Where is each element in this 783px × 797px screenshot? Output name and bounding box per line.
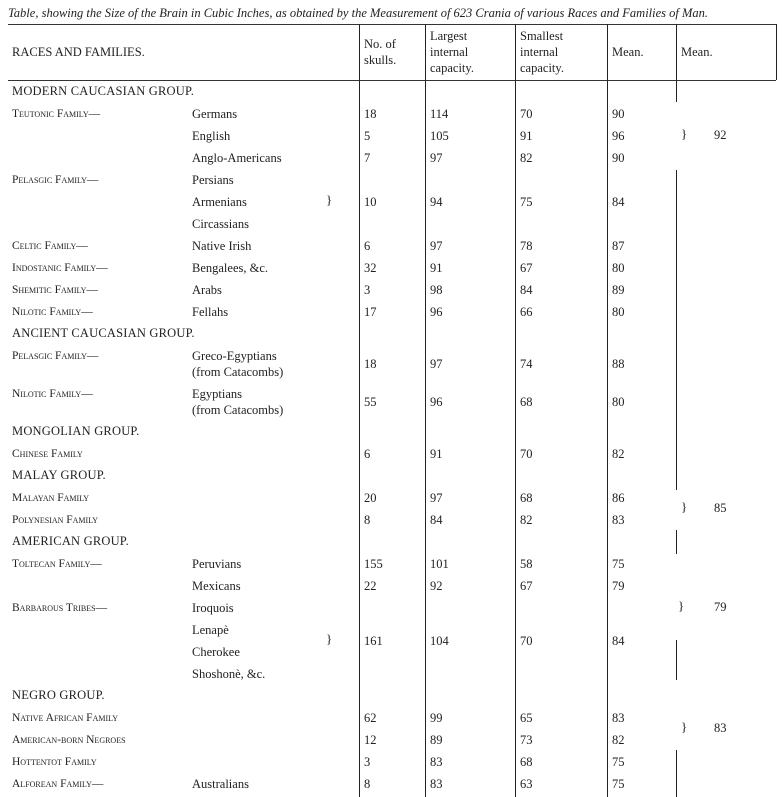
race-name: Persians: [192, 173, 234, 187]
largest-capacity: 105: [430, 129, 449, 143]
smallest-capacity: 68: [520, 395, 533, 409]
smallest-capacity: 74: [520, 357, 533, 371]
largest-capacity: 96: [430, 395, 443, 409]
brace-negro-mean: }: [681, 719, 688, 734]
largest-capacity: 97: [430, 239, 443, 253]
group-mean-rule: [676, 170, 677, 490]
largest-capacity: 84: [430, 513, 443, 527]
mean-capacity: 87: [612, 239, 625, 253]
header-group-mean: Mean.: [681, 45, 713, 59]
skulls-count: 6: [364, 239, 371, 253]
smallest-capacity: 75: [520, 195, 533, 209]
race-name: Arabs: [192, 283, 222, 297]
smallest-capacity: 70: [520, 634, 533, 648]
largest-capacity: 99: [430, 711, 443, 725]
mean-capacity: 80: [612, 305, 625, 319]
skulls-count: 8: [364, 777, 371, 791]
mean-column-rule: [607, 24, 608, 797]
race-name: Peruvians: [192, 557, 242, 571]
mean-capacity: 82: [612, 733, 625, 747]
largest-capacity: 98: [430, 283, 443, 297]
race-name: Germans: [192, 107, 238, 121]
skulls-count: 32: [364, 261, 377, 275]
family-polynesian: Polynesian Family: [12, 514, 99, 526]
smallest-capacity: 58: [520, 557, 533, 571]
skulls-count: 17: [364, 305, 377, 319]
family-alforean: Alforean Family—: [12, 778, 104, 790]
mean-capacity: 86: [612, 491, 625, 505]
race-note: (from Catacombs): [192, 365, 284, 379]
race-name: Cherokee: [192, 645, 240, 659]
smallest-capacity: 66: [520, 305, 533, 319]
group-mean-rule: [676, 24, 677, 102]
skulls-count: 18: [364, 357, 377, 371]
family-nilotic: Nilotic Family—: [12, 306, 93, 318]
group-mean-negro: 83: [714, 721, 727, 735]
family-american-born: American-born Negroes: [12, 734, 126, 746]
smallest-capacity: 78: [520, 239, 533, 253]
mean-capacity: 84: [612, 195, 625, 209]
group-american: AMERICAN GROUP.: [12, 534, 129, 548]
family-indostanic: Indostanic Family—: [12, 262, 108, 274]
group-mean-rule: [676, 530, 677, 554]
group-ancient-caucasian: ANCIENT CAUCASIAN GROUP.: [12, 326, 195, 340]
header-rule: [8, 80, 776, 81]
smallest-capacity: 63: [520, 777, 533, 791]
race-name: Native Irish: [192, 239, 252, 253]
mean-capacity: 83: [612, 513, 625, 527]
race-name: Armenians: [192, 195, 247, 209]
race-name: Australians: [192, 777, 249, 791]
skulls-count: 161: [364, 634, 383, 648]
skulls-count: 155: [364, 557, 383, 571]
race-note: (from Catacombs): [192, 403, 284, 417]
family-teutonic: Teutonic Family—: [12, 108, 101, 120]
mean-capacity: 83: [612, 711, 625, 725]
race-name: Mexicans: [192, 579, 241, 593]
mean-capacity: 79: [612, 579, 625, 593]
header-races: RACES AND FAMILIES.: [12, 45, 145, 59]
smallest-capacity: 68: [520, 491, 533, 505]
race-name: Lenapè: [192, 623, 229, 637]
smallest-capacity: 68: [520, 755, 533, 769]
skulls-count: 62: [364, 711, 377, 725]
family-pelasgic-ancient: Pelasgic Family—: [12, 350, 99, 362]
smallest-capacity: 70: [520, 447, 533, 461]
mean-capacity: 75: [612, 755, 625, 769]
smallest-capacity: 73: [520, 733, 533, 747]
race-name: Shoshonè, &c.: [192, 667, 266, 681]
group-negro: NEGRO GROUP.: [12, 688, 105, 702]
largest-capacity: 101: [430, 557, 449, 571]
smallest-capacity: 67: [520, 261, 533, 275]
brace-teutonic-mean: }: [681, 126, 688, 141]
skulls-count: 6: [364, 447, 371, 461]
header-largest: Largest internal capacity.: [430, 29, 474, 75]
family-toltecan: Toltecan Family—: [12, 558, 102, 570]
group-mean-american: 79: [714, 600, 727, 614]
header-skulls: No. of skulls.: [364, 37, 397, 67]
largest-capacity: 89: [430, 733, 443, 747]
top-rule: [8, 24, 776, 25]
smallest-capacity: 67: [520, 579, 533, 593]
mean-capacity: 80: [612, 395, 625, 409]
family-barbarous: Barbarous Tribes—: [12, 602, 108, 614]
group-mongolian: MONGOLIAN GROUP.: [12, 424, 140, 438]
family-hottentot: Hottentot Family: [12, 756, 97, 768]
family-native-african: Native African Family: [12, 712, 118, 724]
brace-malay-mean: }: [681, 499, 688, 514]
mean-capacity: 84: [612, 634, 625, 648]
family-celtic: Celtic Family—: [12, 240, 88, 252]
race-name: Bengalees, &c.: [192, 261, 269, 275]
race-name: Iroquois: [192, 601, 234, 615]
family-pelasgic: Pelasgic Family—: [12, 174, 99, 186]
skulls-count: 20: [364, 491, 377, 505]
skulls-count: 7: [364, 151, 371, 165]
skulls-count: 5: [364, 129, 371, 143]
group-mean-malay: 85: [714, 501, 727, 515]
race-name: Greco-Egyptians: [192, 349, 277, 363]
smallest-capacity: 82: [520, 151, 533, 165]
smallest-column-rule: [515, 24, 516, 797]
family-chinese: Chinese Family: [12, 448, 83, 460]
largest-capacity: 92: [430, 579, 443, 593]
group-modern-caucasian: MODERN CAUCASIAN GROUP.: [12, 84, 195, 98]
race-name: Circassians: [192, 217, 249, 231]
largest-capacity: 97: [430, 357, 443, 371]
family-malayan: Malayan Family: [12, 492, 90, 504]
largest-capacity: 97: [430, 491, 443, 505]
mean-capacity: 80: [612, 261, 625, 275]
mean-capacity: 90: [612, 151, 625, 165]
header-mean: Mean.: [612, 45, 644, 59]
mean-capacity: 90: [612, 107, 625, 121]
smallest-capacity: 91: [520, 129, 533, 143]
skulls-count: 3: [364, 283, 371, 297]
skulls-column-rule: [359, 24, 360, 797]
largest-capacity: 83: [430, 755, 443, 769]
table-caption: Table, showing the Size of the Brain in Cubic Inches, as obtained by the Measurement of 623 Crania of various Races and Families of Man.: [8, 6, 709, 20]
largest-capacity: 97: [430, 151, 443, 165]
largest-capacity: 96: [430, 305, 443, 319]
group-malay: MALAY GROUP.: [12, 468, 106, 482]
mean-capacity: 96: [612, 129, 625, 143]
skulls-count: 18: [364, 107, 377, 121]
largest-capacity: 91: [430, 447, 443, 461]
smallest-capacity: 82: [520, 513, 533, 527]
smallest-capacity: 70: [520, 107, 533, 121]
largest-capacity: 104: [430, 634, 449, 648]
skulls-count: 22: [364, 579, 377, 593]
mean-capacity: 82: [612, 447, 625, 461]
right-rule: [776, 24, 777, 80]
brace-pelasgic: }: [326, 192, 333, 207]
skulls-count: 12: [364, 733, 377, 747]
header-smallest: Smallest internal capacity.: [520, 29, 564, 75]
mean-capacity: 89: [612, 283, 625, 297]
brace-american-mean: }: [678, 598, 685, 613]
largest-capacity: 83: [430, 777, 443, 791]
largest-column-rule: [425, 24, 426, 797]
skulls-count: 55: [364, 395, 377, 409]
race-name: English: [192, 129, 231, 143]
group-mean-rule: [676, 750, 677, 797]
mean-capacity: 88: [612, 357, 625, 371]
largest-capacity: 94: [430, 195, 443, 209]
brace-barbarous: }: [326, 631, 333, 646]
race-name: Anglo-Americans: [192, 151, 282, 165]
skulls-count: 3: [364, 755, 371, 769]
race-name: Egyptians: [192, 387, 242, 401]
largest-capacity: 91: [430, 261, 443, 275]
skulls-count: 10: [364, 195, 377, 209]
group-mean-teutonic: 92: [714, 128, 727, 142]
race-name: Fellahs: [192, 305, 229, 319]
largest-capacity: 114: [430, 107, 449, 121]
family-nilotic-ancient: Nilotic Family—: [12, 388, 93, 400]
family-shemitic: Shemitic Family—: [12, 284, 98, 296]
smallest-capacity: 84: [520, 283, 533, 297]
mean-capacity: 75: [612, 557, 625, 571]
group-mean-rule: [676, 640, 677, 680]
mean-capacity: 75: [612, 777, 625, 791]
smallest-capacity: 65: [520, 711, 533, 725]
skulls-count: 8: [364, 513, 371, 527]
